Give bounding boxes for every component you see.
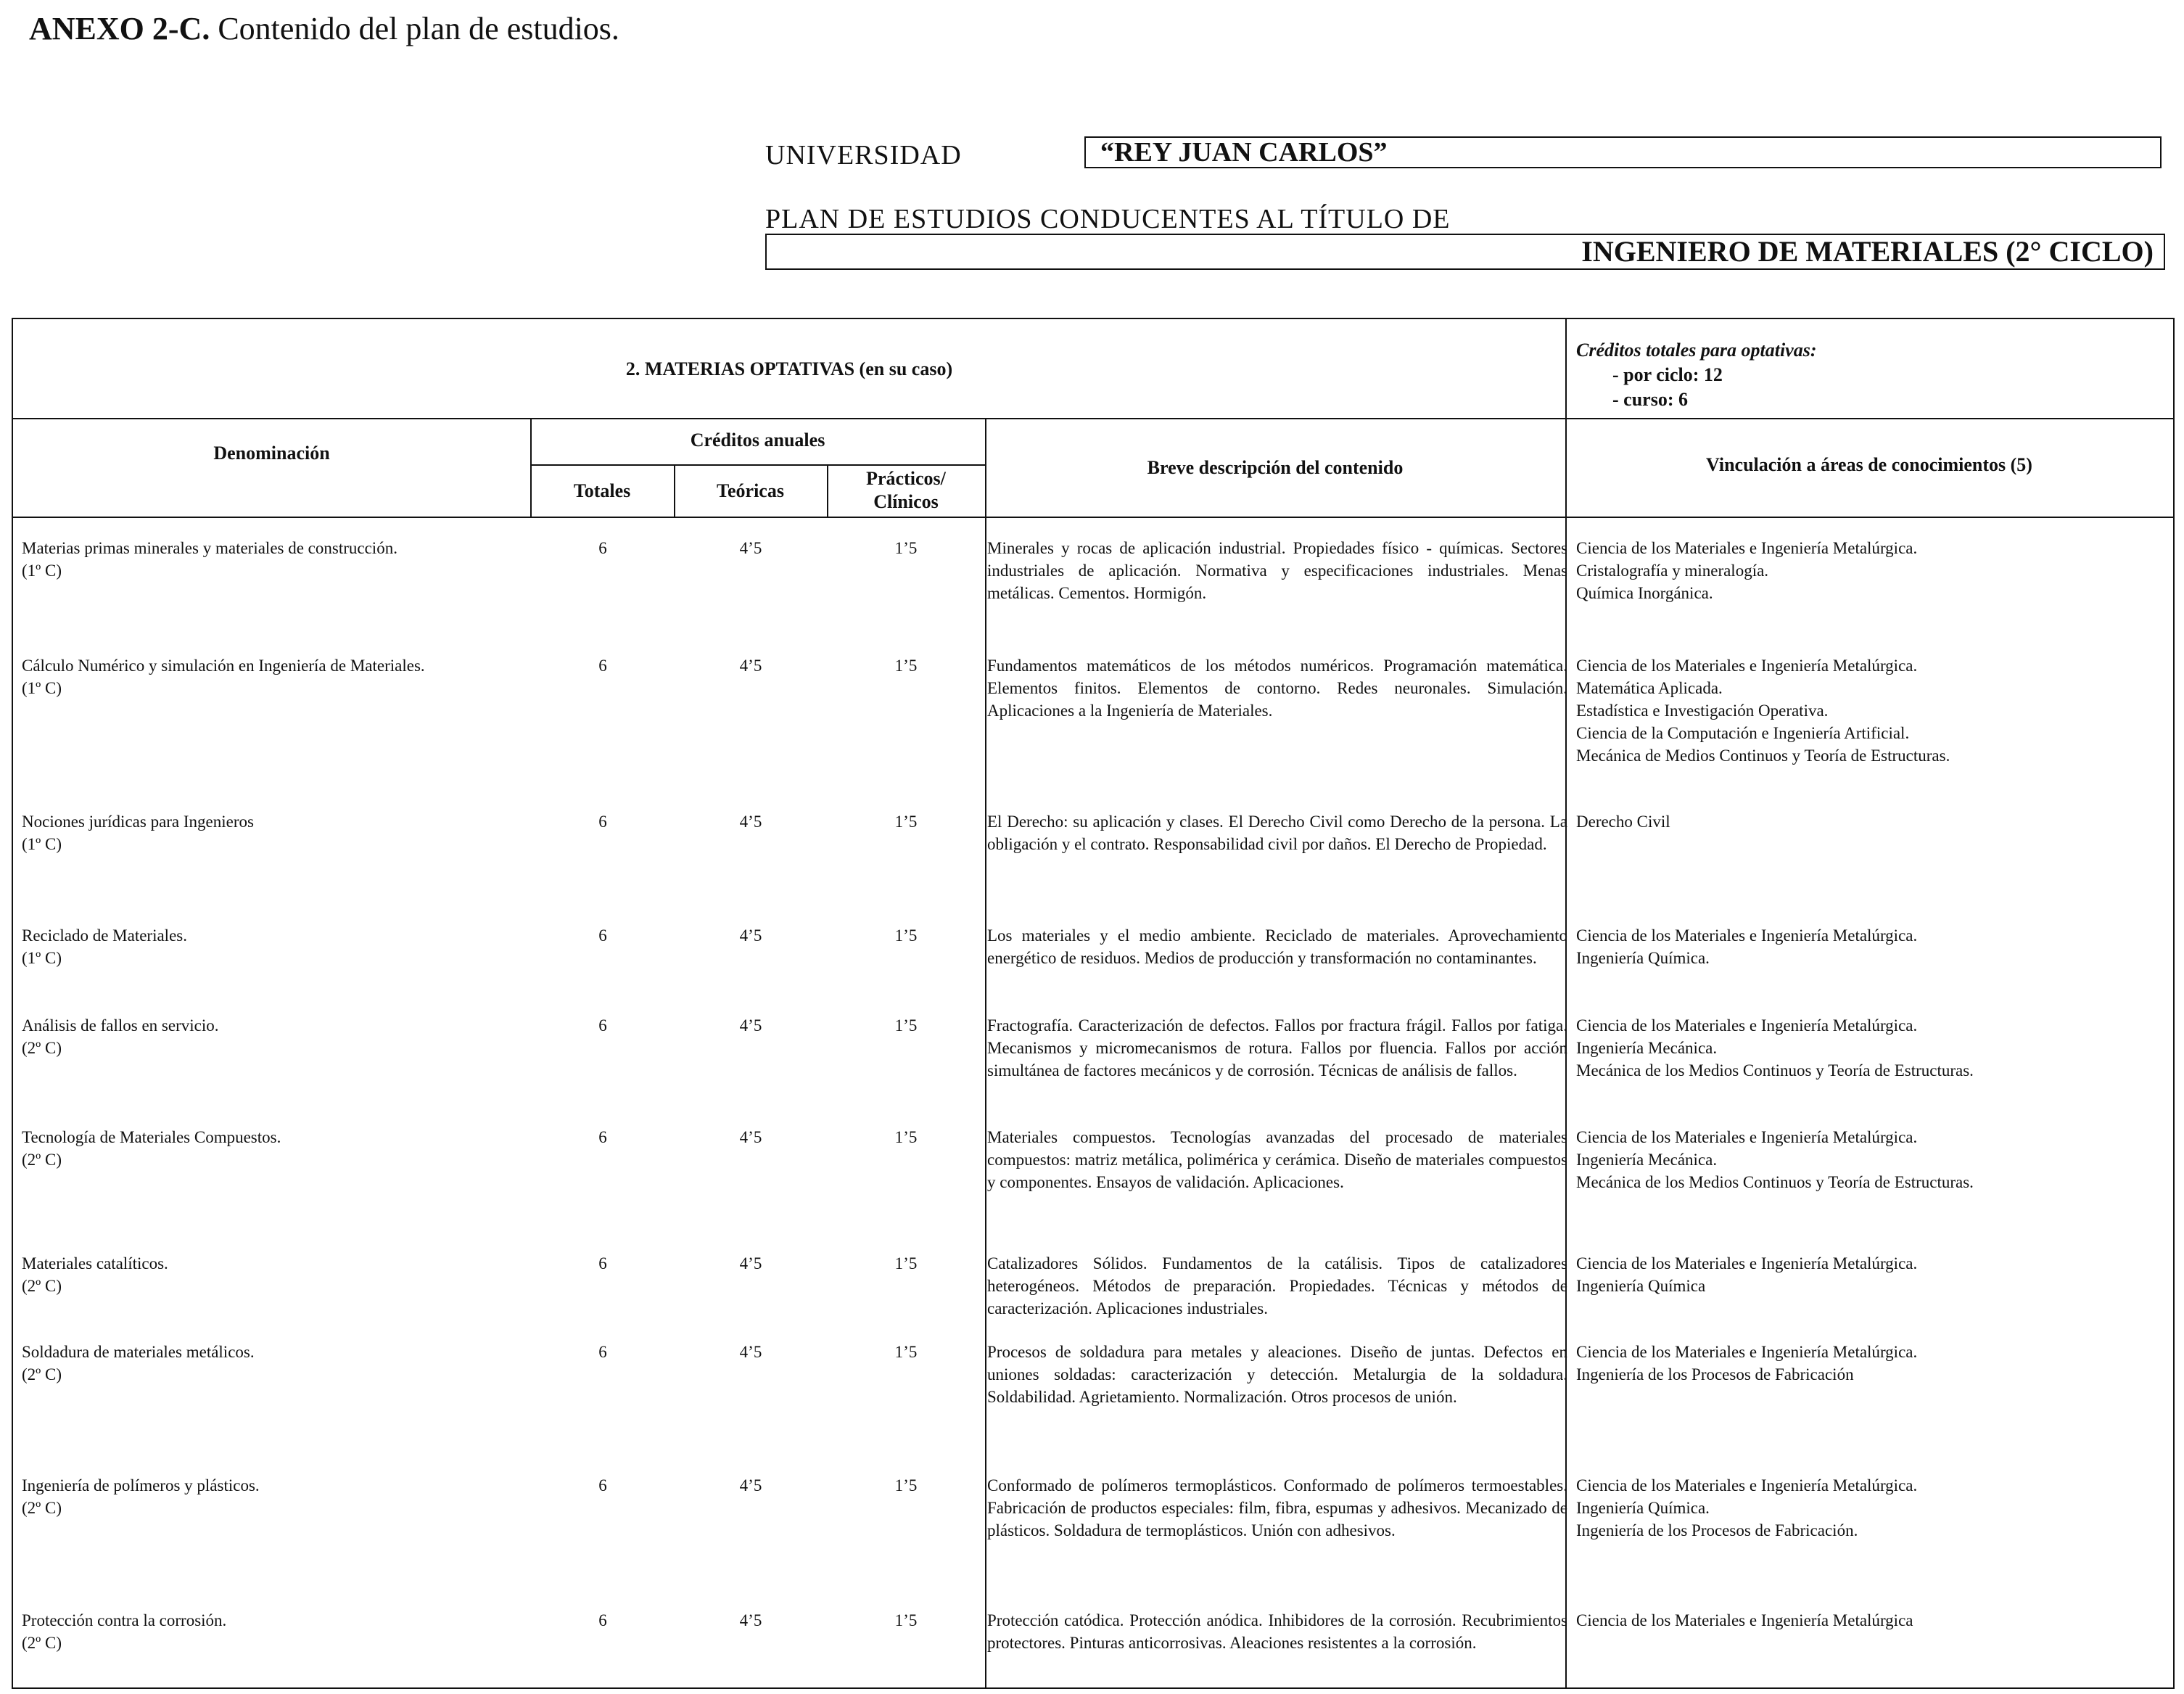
subject-name: Análisis de fallos en servicio. (22, 1016, 219, 1035)
row-teoricas: 4’5 (739, 1343, 762, 1361)
row-practicos: 1’5 (894, 1611, 918, 1629)
subject-ciclo: (1º C) (22, 679, 62, 697)
vinculacion-area: Ciencia de los Materiales e Ingeniería Metalúrgica. (1576, 539, 1918, 557)
row-descripcion: Los materiales y el medio ambiente. Reciclado de materiales. Aprovechamiento energético de residuos. Medios de producción y transformación no contaminantes. (987, 926, 1567, 967)
vinculacion-area: Ciencia de los Materiales e Ingeniería Metalúrgica. (1576, 1476, 1918, 1494)
row-denominacion (22, 1474, 522, 1519)
row-practicos: 1’5 (894, 539, 918, 557)
vinculacion-area: Ingeniería de los Procesos de Fabricación (1576, 1365, 1854, 1383)
row-totales: 6 (598, 539, 607, 557)
table-rule (13, 418, 2173, 419)
vinculacion-area: Mecánica de Medios Continuos y Teoría de Estructuras. (1576, 747, 1950, 765)
row-totales: 6 (598, 926, 607, 945)
col-practicos-line2: Clínicos (873, 491, 939, 512)
row-practicos: 1’5 (894, 1476, 918, 1494)
subject-ciclo: (2º C) (22, 1499, 62, 1517)
row-teoricas: 4’5 (739, 657, 762, 675)
vinculacion-area: Ciencia de los Materiales e Ingeniería Metalúrgica. (1576, 1128, 1918, 1146)
row-vinculacion (1576, 1474, 2156, 1542)
col-practicos-line1: Prácticos/ (866, 468, 946, 489)
row-practicos: 1’5 (894, 657, 918, 675)
subject-name: Nociones jurídicas para Ingenieros (22, 813, 254, 831)
row-descripcion: Fractografía. Caracterización de defectos. Fallos por fractura frágil. Fallos por fatiga. Mecanismos y micromecanismos de rotura. Fallos por fluencia. Fallos por acción simultánea de factores mecánicos y de corrosión. Técnicas de análisis de fallos. (987, 1016, 1567, 1080)
row-descripcion: Minerales y rocas de aplicación industrial. Propiedades físico - químicas. Sectores industriales de aplicación. Normativa y especificaciones industriales. Menas metálicas. Cementos. Hormigón. (987, 539, 1567, 602)
vinculacion-area: Ingeniería Mecánica. (1576, 1151, 1718, 1169)
creditos-totales-title: Créditos totales para optativas: (1576, 340, 1817, 361)
col-descripcion: Breve descripción del contenido (1147, 457, 1404, 478)
vinculacion-area: Ingeniería Química. (1576, 949, 1710, 967)
row-practicos: 1’5 (894, 813, 918, 831)
col-vinculacion: Vinculación a áreas de conocimientos (5) (1706, 454, 2032, 475)
vinculacion-area: Cristalografía y mineralogía. (1576, 562, 1769, 580)
row-vinculacion (1576, 654, 2156, 767)
universidad-label: UNIVERSIDAD (765, 140, 962, 170)
subject-ciclo: (1º C) (22, 835, 62, 853)
vinculacion-area: Ciencia de los Materiales e Ingeniería Metalúrgica. (1576, 1016, 1918, 1035)
subject-name: Tecnología de Materiales Compuestos. (22, 1128, 281, 1146)
vinculacion-area: Estadística e Investigación Operativa. (1576, 702, 1829, 720)
vinculacion-area: Ingeniería Química. (1576, 1499, 1710, 1517)
optativas-credits-info (1576, 338, 1817, 412)
row-descripcion: Materiales compuestos. Tecnologías avanzadas del procesado de materiales compuestos: matriz metálica, polimérica y cerámica. Diseño de materiales compuestos y componentes. Ensayos de validación. Aplicaciones. (987, 1128, 1567, 1191)
annex-heading (29, 10, 619, 47)
row-teoricas: 4’5 (739, 1476, 762, 1494)
subject-ciclo: (2º C) (22, 1039, 62, 1057)
vinculacion-area: Mecánica de los Medios Continuos y Teoría de Estructuras. (1576, 1061, 1974, 1080)
row-descripcion: El Derecho: su aplicación y clases. El Derecho Civil como Derecho de la persona. La obligación y el contrato. Responsabilidad civil por daños. El Derecho de Propiedad. (987, 813, 1567, 853)
row-teoricas: 4’5 (739, 1016, 762, 1035)
vinculacion-area: Derecho Civil (1576, 813, 1670, 831)
table-rule (530, 464, 985, 466)
row-teoricas: 4’5 (739, 813, 762, 831)
row-practicos: 1’5 (894, 1343, 918, 1361)
col-practicos (827, 467, 985, 514)
row-teoricas: 4’5 (739, 1611, 762, 1629)
section-title: 2. MATERIAS OPTATIVAS (en su caso) (625, 358, 953, 379)
row-teoricas: 4’5 (739, 539, 762, 557)
subject-name: Reciclado de Materiales. (22, 926, 187, 945)
row-denominacion (22, 1609, 522, 1654)
table-rule (13, 517, 2173, 518)
vinculacion-area: Ciencia de los Materiales e Ingeniería Metalúrgica. (1576, 926, 1918, 945)
row-vinculacion (1576, 924, 2156, 969)
vinculacion-area: Ciencia de los Materiales e Ingeniería Metalúrgica. (1576, 1254, 1918, 1272)
vinculacion-area: Mecánica de los Medios Continuos y Teoría de Estructuras. (1576, 1173, 1974, 1191)
titulo-value: INGENIERO DE MATERIALES (2° CICLO) (765, 234, 2165, 270)
row-practicos: 1’5 (894, 1128, 918, 1146)
subject-name: Soldadura de materiales metálicos. (22, 1343, 255, 1361)
row-teoricas: 4’5 (739, 1254, 762, 1272)
annex-title: Contenido del plan de estudios. (210, 11, 619, 46)
row-descripcion: Procesos de soldadura para metales y aleaciones. Diseño de juntas. Defectos en uniones soldadas: caracterización y detección. Metalurgia de la soldadura. Soldabilidad. Agrietamiento. Normalización. Otros procesos de unión. (987, 1343, 1567, 1406)
row-totales: 6 (598, 1343, 607, 1361)
col-denominacion: Denominación (213, 443, 330, 464)
annex-label: ANEXO 2-C. (29, 11, 210, 46)
vinculacion-area: Ciencia de los Materiales e Ingeniería Metalúrgica. (1576, 657, 1918, 675)
row-vinculacion (1576, 1609, 2156, 1632)
subject-name: Ingeniería de polímeros y plásticos. (22, 1476, 260, 1494)
subject-ciclo: (2º C) (22, 1151, 62, 1169)
subject-name: Materiales catalíticos. (22, 1254, 168, 1272)
row-totales: 6 (598, 1476, 607, 1494)
subject-ciclo: (2º C) (22, 1634, 62, 1652)
row-vinculacion (1576, 810, 2156, 833)
row-vinculacion (1576, 1341, 2156, 1386)
subject-name: Cálculo Numérico y simulación en Ingeniería de Materiales. (22, 657, 425, 675)
vinculacion-area: Química Inorgánica. (1576, 584, 1713, 602)
row-totales: 6 (598, 1016, 607, 1035)
row-vinculacion (1576, 1252, 2156, 1297)
row-denominacion (22, 810, 522, 855)
row-descripcion: Fundamentos matemáticos de los métodos numéricos. Programación matemática. Elementos finitos. Elementos de contorno. Redes neuronales. Simulación. Aplicaciones a la Ingeniería de Materiales. (987, 657, 1567, 720)
row-practicos: 1’5 (894, 1254, 918, 1272)
subject-ciclo: (1º C) (22, 562, 62, 580)
row-denominacion (22, 1341, 522, 1386)
vinculacion-area: Matemática Aplicada. (1576, 679, 1723, 697)
row-denominacion (22, 1126, 522, 1171)
row-denominacion (22, 924, 522, 969)
row-descripcion: Catalizadores Sólidos. Fundamentos de la catálisis. Tipos de catalizadores heterogéneos. Métodos de preparación. Propiedades. Técnicas y métodos de caracterización. Aplicaciones industriales. (987, 1254, 1567, 1317)
col-totales: Totales (573, 480, 631, 501)
row-vinculacion (1576, 1126, 2156, 1193)
row-denominacion (22, 1252, 522, 1297)
row-totales: 6 (598, 813, 607, 831)
row-practicos: 1’5 (894, 926, 918, 945)
vinculacion-area: Ciencia de la Computación e Ingeniería Artificial. (1576, 724, 1910, 742)
row-practicos: 1’5 (894, 1016, 918, 1035)
subject-name: Protección contra la corrosión. (22, 1611, 227, 1629)
vinculacion-area: Ingeniería Mecánica. (1576, 1039, 1718, 1057)
subject-ciclo: (1º C) (22, 949, 62, 967)
table-rule (985, 418, 986, 1687)
row-descripcion: Conformado de polímeros termoplásticos. Conformado de polímeros termoestables. Fabricación de productos especiales: film, fibra, espumas y adhesivos. Mecanizado de plásticos. Soldadura de termoplásticos. Unión con adhesivos. (987, 1476, 1567, 1539)
optativas-table (12, 318, 2175, 1689)
row-vinculacion (1576, 537, 2156, 604)
row-totales: 6 (598, 1254, 607, 1272)
por-ciclo: - por ciclo: 12 (1612, 364, 1723, 385)
row-teoricas: 4’5 (739, 926, 762, 945)
universidad-value: “REY JUAN CARLOS” (1084, 136, 2162, 168)
row-totales: 6 (598, 1611, 607, 1629)
row-descripcion: Protección catódica. Protección anódica. Inhibidores de la corrosión. Recubrimientos protectores. Pinturas anticorrosivas. Aleaciones resistentes a la corrosión. (987, 1611, 1567, 1652)
row-totales: 6 (598, 1128, 607, 1146)
col-teoricas: Teóricas (717, 480, 784, 501)
curso: - curso: 6 (1612, 389, 1688, 410)
row-teoricas: 4’5 (739, 1128, 762, 1146)
row-totales: 6 (598, 657, 607, 675)
vinculacion-area: Ciencia de los Materiales e Ingeniería Metalúrgica. (1576, 1343, 1918, 1361)
vinculacion-area: Ingeniería Química (1576, 1277, 1706, 1295)
vinculacion-area: Ciencia de los Materiales e Ingeniería Metalúrgica (1576, 1611, 1913, 1629)
row-denominacion (22, 654, 522, 699)
vinculacion-area: Ingeniería de los Procesos de Fabricación. (1576, 1521, 1858, 1539)
row-vinculacion (1576, 1014, 2156, 1082)
subject-ciclo: (2º C) (22, 1277, 62, 1295)
row-denominacion (22, 537, 522, 582)
plan-label: PLAN DE ESTUDIOS CONDUCENTES AL TÍTULO DE (765, 204, 1451, 234)
col-creditos-anuales: Créditos anuales (690, 429, 825, 451)
subject-ciclo: (2º C) (22, 1365, 62, 1383)
subject-name: Materias primas minerales y materiales de construcción. (22, 539, 397, 557)
row-denominacion (22, 1014, 522, 1059)
